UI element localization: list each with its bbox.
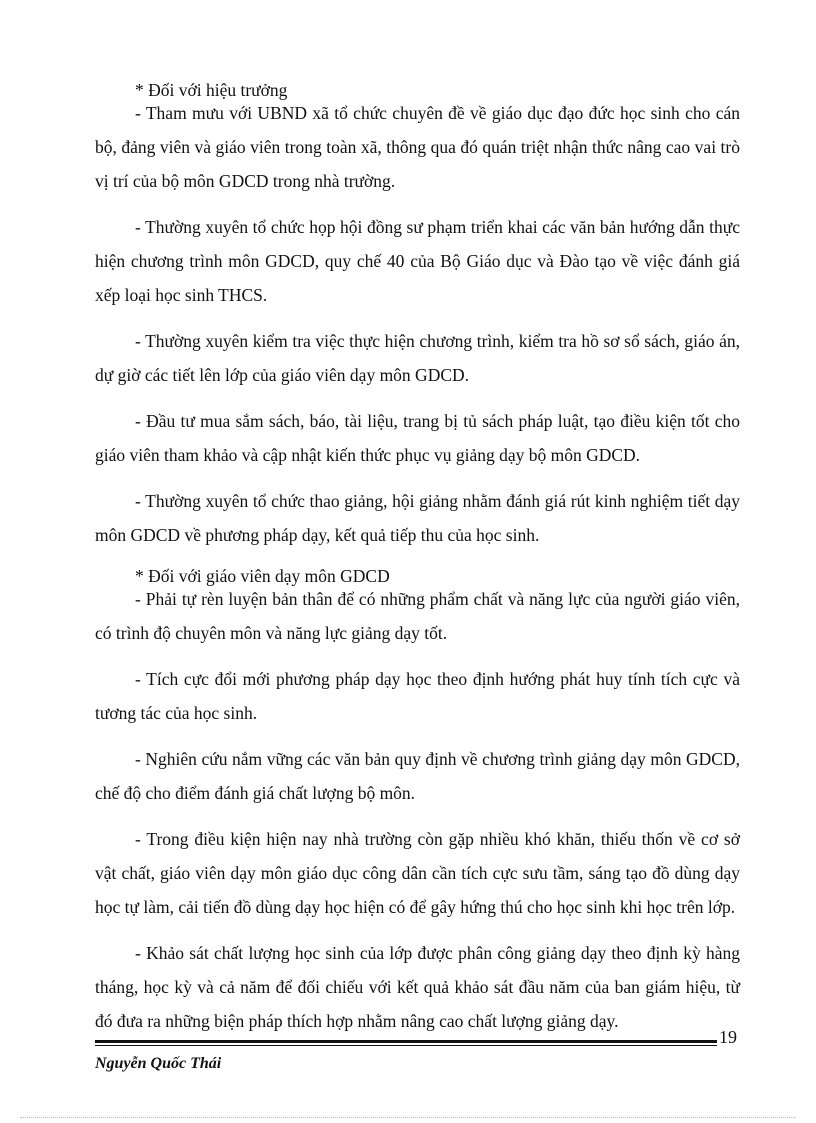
paragraph: - Thường xuyên tổ chức thao giảng, hội giảng nhằm đánh giá rút kinh nghiệm tiết dạy môn GDCD về phương pháp dạy, kết quả tiếp thu của học sinh. [95, 491, 740, 545]
paragraph: - Thường xuyên tổ chức họp hội đồng sư phạm triển khai các văn bản hướng dẫn thực hiện chương trình môn GDCD, quy chế 40 của Bộ Giáo dục và Đào tạo về việc đánh giá xếp loại học sinh THCS. [95, 217, 740, 305]
paragraph: - Phải tự rèn luyện bản thân để có những phẩm chất và năng lực của người giáo viên, có trình độ chuyên môn và năng lực giảng dạy tốt. [95, 589, 740, 643]
document-body [95, 78, 740, 1050]
footer-rule-thin [95, 1045, 717, 1046]
page-number: 19 [719, 1027, 737, 1047]
paragraph: - Trong điều kiện hiện nay nhà trường còn gặp nhiều khó khăn, thiếu thốn về cơ sở vật chất, giáo viên dạy môn giáo dục công dân cần tích cực sưu tầm, sáng tạo đồ dùng dạy học tự làm, cải tiến đồ dùng dạy học hiện có để gây hứng thú cho học sinh khi học trên lớp. [95, 829, 740, 917]
paragraph: - Tích cực đổi mới phương pháp dạy học theo định hướng phát huy tính tích cực và tương tác của học sinh. [95, 669, 740, 723]
paragraph: - Nghiên cứu nắm vững các văn bản quy định về chương trình giảng dạy môn GDCD, chế độ cho điểm đánh giá chất lượng bộ môn. [95, 749, 740, 803]
paragraph: - Khảo sát chất lượng học sinh của lớp được phân công giảng dạy theo định kỳ hàng tháng, học kỳ và cả năm để đối chiếu với kết quả khảo sát đầu năm của ban giám hiệu, từ đó đưa ra những biện pháp thích hợp nhằm nâng cao chất lượng giảng dạy. [95, 943, 740, 1031]
paragraph: - Đầu tư mua sắm sách, báo, tài liệu, trang bị tủ sách pháp luật, tạo điều kiện tốt cho giáo viên tham khảo và cập nhật kiến thức phục vụ giảng dạy bộ môn GDCD. [95, 411, 740, 465]
page-bottom-border [20, 1117, 796, 1118]
footer-rule [95, 1040, 717, 1046]
footer-rule-thick [95, 1040, 717, 1043]
paragraph: - Tham mưu với UBND xã tổ chức chuyên đề về giáo dục đạo đức học sinh cho cán bộ, đảng viên và giáo viên trong toàn xã, thông qua đó quán triệt nhận thức nâng cao vai trò vị trí của bộ môn GDCD trong nhà trường. [95, 103, 740, 191]
paragraph: - Thường xuyên kiểm tra việc thực hiện chương trình, kiểm tra hồ sơ sổ sách, giáo án, dự giờ các tiết lên lớp của giáo viên dạy môn GDCD. [95, 331, 740, 385]
section-heading-principal: * Đối với hiệu trưởng [135, 80, 288, 100]
section-heading-teacher: * Đối với giáo viên dạy môn GDCD [135, 566, 390, 586]
footer-author: Nguyễn Quốc Thái [95, 1055, 222, 1072]
